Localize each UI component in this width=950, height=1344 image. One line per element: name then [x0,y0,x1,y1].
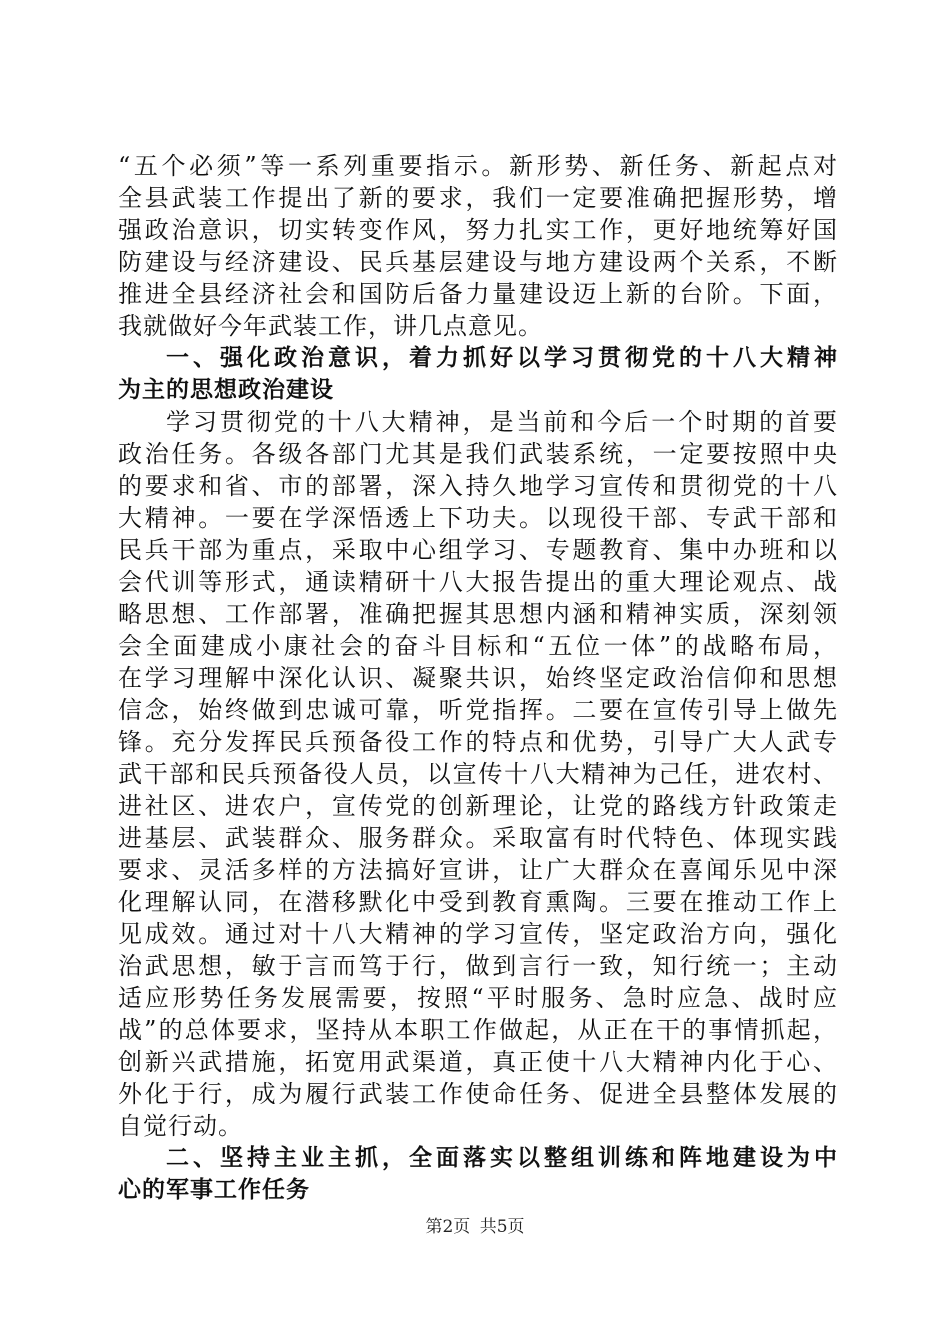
paragraph-line: 外化于行，成为履行武装工作使命任务、促进全县整体发展的 [118,1080,838,1108]
paragraph-line: 锋。充分发挥民兵预备役工作的特点和优势，引导广大人武专 [118,728,838,756]
paragraph-line: 战”的总体要求，坚持从本职工作做起，从正在干的事情抓起， [118,1016,838,1044]
page-number: 第2页 [425,1217,471,1237]
paragraph-line: 推进全县经济社会和国防后备力量建设迈上新的台阶。下面， [118,280,838,308]
paragraph-line: 政治任务。各级各部门尤其是我们武装系统，一定要按照中央 [118,440,838,468]
paragraph-line: 进社区、进农户，宣传党的创新理论，让党的路线方针政策走 [118,792,838,820]
paragraph-line: 的要求和省、市的部署，深入持久地学习宣传和贯彻党的十八 [118,472,838,500]
paragraph-line: 创新兴武措施，拓宽用武渠道，真正使十八大精神内化于心、 [118,1048,838,1076]
paragraph-line: 会全面建成小康社会的奋斗目标和“五位一体”的战略布局， [118,632,838,660]
paragraph-line: 略思想、工作部署，准确把握其思想内涵和精神实质，深刻领 [118,600,838,628]
paragraph-line: 全县武装工作提出了新的要求，我们一定要准确把握形势，增 [118,184,838,212]
section-heading-line: 二、坚持主业主抓，全面落实以整组训练和阵地建设为中 [166,1145,838,1171]
section-heading-line: 一、强化政治意识，着力抓好以学习贯彻党的十八大精神 [166,345,838,371]
paragraph-line: 治武思想，敏于言而笃于行，做到言行一致，知行统一；主动 [118,952,838,980]
section-heading-line: 为主的思想政治建设 [118,377,334,403]
paragraph-line: 民兵干部为重点，采取中心组学习、专题教育、集中办班和以 [118,536,838,564]
paragraph-line: 大精神。一要在学深悟透上下功夫。以现役干部、专武干部和 [118,504,838,532]
paragraph-line: 化理解认同，在潜移默化中受到教育熏陶。三要在推动工作上 [118,888,838,916]
section-heading-line: 心的军事工作任务 [118,1177,310,1203]
paragraph-line: 进基层、武装群众、服务群众。采取富有时代特色、体现实践 [118,824,838,852]
paragraph-line: 学习贯彻党的十八大精神，是当前和今后一个时期的首要 [166,408,838,436]
paragraph-line: 会代训等形式，通读精研十八大报告提出的重大理论观点、战 [118,568,838,596]
paragraph-line: 防建设与经济建设、民兵基层建设与地方建设两个关系，不断 [118,248,838,276]
paragraph-line: 适应形势任务发展需要，按照“平时服务、急时应急、战时应 [118,984,838,1012]
paragraph-line: 自觉行动。 [118,1112,243,1140]
paragraph-line: 信念，始终做到忠诚可靠，听党指挥。二要在宣传引导上做先 [118,696,838,724]
paragraph-line: 要求、灵活多样的方法搞好宣讲，让广大群众在喜闻乐见中深 [118,856,838,884]
paragraph-line: 我就做好今年武装工作，讲几点意见。 [118,312,543,340]
page-total: 共5页 [479,1217,525,1237]
paragraph-line: 见成效。通过对十八大精神的学习宣传，坚定政治方向，强化 [118,920,838,948]
paragraph-line: “五个必须”等一系列重要指示。新形势、新任务、新起点对 [118,152,838,180]
page-footer [0,1212,950,1237]
paragraph-line: 在学习理解中深化认识、凝聚共识，始终坚定政治信仰和思想 [118,664,838,692]
paragraph-line: 强政治意识，切实转变作风，努力扎实工作，更好地统筹好国 [118,216,838,244]
document-body [118,150,838,1206]
paragraph-line: 武干部和民兵预备役人员，以宣传十八大精神为己任，进农村、 [118,760,838,788]
